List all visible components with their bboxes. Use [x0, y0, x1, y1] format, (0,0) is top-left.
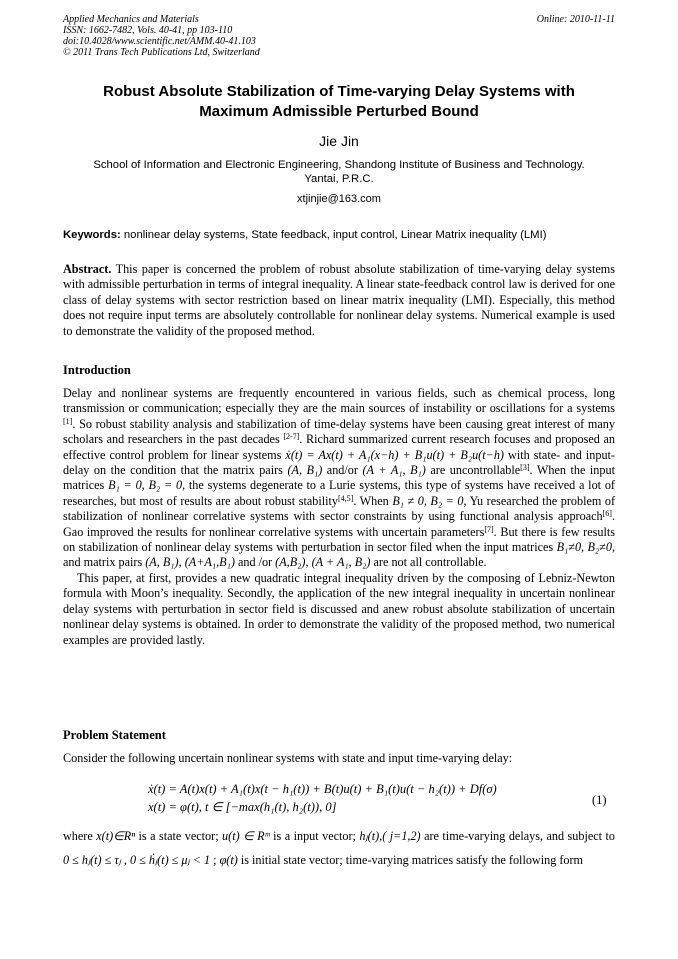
definition-text: is a input vector;	[269, 829, 360, 843]
journal-name: Applied Mechanics and Materials	[63, 14, 199, 25]
definition-text: is a state vector;	[135, 829, 223, 843]
definition-text: is initial state vector; time-varying matrices satisfy the following form	[237, 853, 584, 867]
keywords	[63, 229, 623, 241]
abstract-label: Abstract.	[63, 262, 112, 276]
introduction-body	[63, 386, 615, 648]
introduction-heading: Introduction	[63, 363, 131, 377]
state-vector-symbol: x(t)∈Rⁿ	[96, 829, 136, 843]
doi-line: doi:10.4028/www.scientific.net/AMM.40-41.103	[63, 36, 256, 47]
intro-text: . Gao improved the results for nonlinear correlative systems with uncertain parameters	[63, 509, 615, 539]
citation-2: [2-7]	[283, 432, 300, 442]
intro-text: , Yu researched the problem of stabilization of nonlinear correlative systems with sector constraints by using functional analysis approach	[63, 493, 616, 524]
copyright-line: © 2011 Trans Tech Publications Ltd, Switzerland	[63, 47, 260, 58]
paper-title	[63, 82, 615, 122]
issn-line: ISSN: 1662-7482, Vols. 40-41, pp 103-110	[63, 25, 233, 36]
intro-text: ,	[305, 555, 312, 570]
title-line-1: Robust Absolute Stabilization of Time-varying Delay Systems with	[103, 83, 575, 100]
problem-intro: Consider the following uncertain nonlinear systems with state and input time-varying delay:	[63, 751, 513, 765]
matrix-pair: (A, B₁)	[145, 555, 179, 570]
delay-bounds: 0 ≤ hⱼ(t) ≤ τⱼ , 0 ≤ ḣⱼ(t) ≤ μⱼ < 1	[63, 853, 211, 867]
intro-text: Delay and nonlinear systems are frequently encountered in various fields, such as chemical process, long transmission or communication; especially they are the main sources of instability or oscillations for a systems	[63, 386, 615, 416]
abstract	[63, 262, 615, 339]
intro-text: are uncontrollable	[425, 463, 521, 478]
initial-state-symbol: φ(t)	[219, 853, 238, 867]
input-condition: B₁ ≠ 0, B₂ = 0	[392, 493, 464, 508]
intro-text: . So robust stability analysis and stabilization of time-delay systems have been causing great interest of many scholars and researchers in the past decades	[63, 416, 615, 447]
title-line-2: Maximum Admissible Perturbed Bound	[199, 103, 479, 120]
definition-text: ;	[210, 853, 220, 867]
intro-text: with state- and input-delay on the condition that the matrix pairs	[63, 447, 615, 478]
matrix-pair: (A + A₁, B₁)	[362, 463, 426, 478]
keywords-text: nonlinear delay systems, State feedback, input control, Linear Matrix inequality (LMI)	[120, 229, 547, 241]
matrix-pair: (A, B₁)	[287, 463, 323, 478]
intro-text: are not all controllable.	[370, 555, 487, 570]
citation-4: [4,5]	[337, 493, 354, 503]
citation-1: [1]	[63, 416, 73, 426]
delay-symbol: hⱼ(t),( j=1,2)	[359, 829, 421, 843]
intro-text: , and matrix pairs	[63, 540, 615, 570]
equation-line-2: x(t) = φ(t), t ∈ [−max(h₁(t), h₂(t)), 0]	[148, 800, 337, 814]
intro-text: and/or	[322, 463, 363, 478]
problem-statement-heading: Problem Statement	[63, 728, 166, 742]
intro-text: . But there is few results on stabilization of nonlinear delay systems with perturbation in sector filed when the input matrices	[63, 524, 616, 555]
definition-text: where	[63, 829, 97, 843]
intro-text: . When the input matrices	[63, 463, 615, 493]
system-equation	[148, 780, 497, 816]
abstract-text: This paper is concerned the problem of robust absolute stabilization of time-varying delay systems with admissible perturbation in terms of integral inequality. A linear state-feedback control law is derived for one class of delay systems with sector restriction based on linear matrix inequality (LMI). Especially, this method does not require input terms are absolutely controllable for nonlinear delay systems. Numerical example is used to demonstrate the validity of the proposed method.	[63, 262, 615, 338]
author-name: Jie Jin	[319, 133, 359, 149]
input-condition: B₁≠0, B₂≠0	[556, 540, 612, 555]
citation-6: [7]	[484, 524, 494, 534]
inline-equation: ẋ(t) = Ax(t) + A₁(x−h) + B₁u(t) + B₂u(t−h)	[285, 447, 504, 462]
input-condition: B₁ = 0, B₂ = 0	[108, 478, 183, 493]
citation-5: [6]	[602, 509, 612, 519]
equation-line-1: ẋ(t) = A(t)x(t) + A₁(t)x(t − h₁(t)) + B(t)u(t) + B₁(t)u(t − h₂(t)) + Df(σ)	[148, 782, 497, 796]
affiliation	[56, 158, 622, 186]
introduction-paragraph-2: This paper, at first, provides a new quadratic integral inequality driven by the composing of Lebniz-Newton formula with Moon’s inequality. Secondly, the application of the new integral inequality in uncertain nonlinear delay systems with perturbation in sector field is discussed and anew robust absolute stabilization of uncertain nonlinear delay systems is obtained. In order to demonstrate the validity of the proposed method, two numerical examples are provided lastly.	[63, 570, 615, 647]
citation-3: [3]	[520, 463, 530, 473]
keywords-label: Keywords:	[63, 229, 121, 241]
matrix-pair: (A+A₁,B₁)	[184, 555, 235, 570]
equation-number: (1)	[592, 793, 607, 807]
intro-text: . Richard summarized current research focuses and proposed an effective control problem for linear systems	[63, 432, 615, 462]
intro-text: ,	[178, 555, 185, 570]
intro-text: , the systems degenerate to a Lurie systems, this type of systems have received a lot of researches, but most of results are about robust stability	[63, 478, 615, 508]
affiliation-line-1: School of Information and Electronic Engineering, Shandong Institute of Business and Technology.	[93, 159, 585, 171]
matrix-pair: (A,B₂)	[275, 555, 306, 570]
introduction-paragraph-1	[63, 386, 615, 571]
definition-text: are time-varying delays, and subject to	[420, 829, 615, 843]
intro-text: and /or	[234, 555, 276, 570]
intro-text: . When	[353, 493, 393, 508]
matrix-pair: (A + A₁, B₂)	[311, 555, 371, 570]
journal-header	[63, 14, 615, 58]
problem-definitions	[63, 824, 615, 872]
author-email: xtjinjie@163.com	[297, 193, 381, 205]
affiliation-line-2: Yantai, P.R.C.	[304, 173, 374, 185]
input-vector-symbol: u(t) ∈ Rᵐ	[222, 829, 270, 843]
online-date: Online: 2010-11-11	[536, 14, 615, 25]
